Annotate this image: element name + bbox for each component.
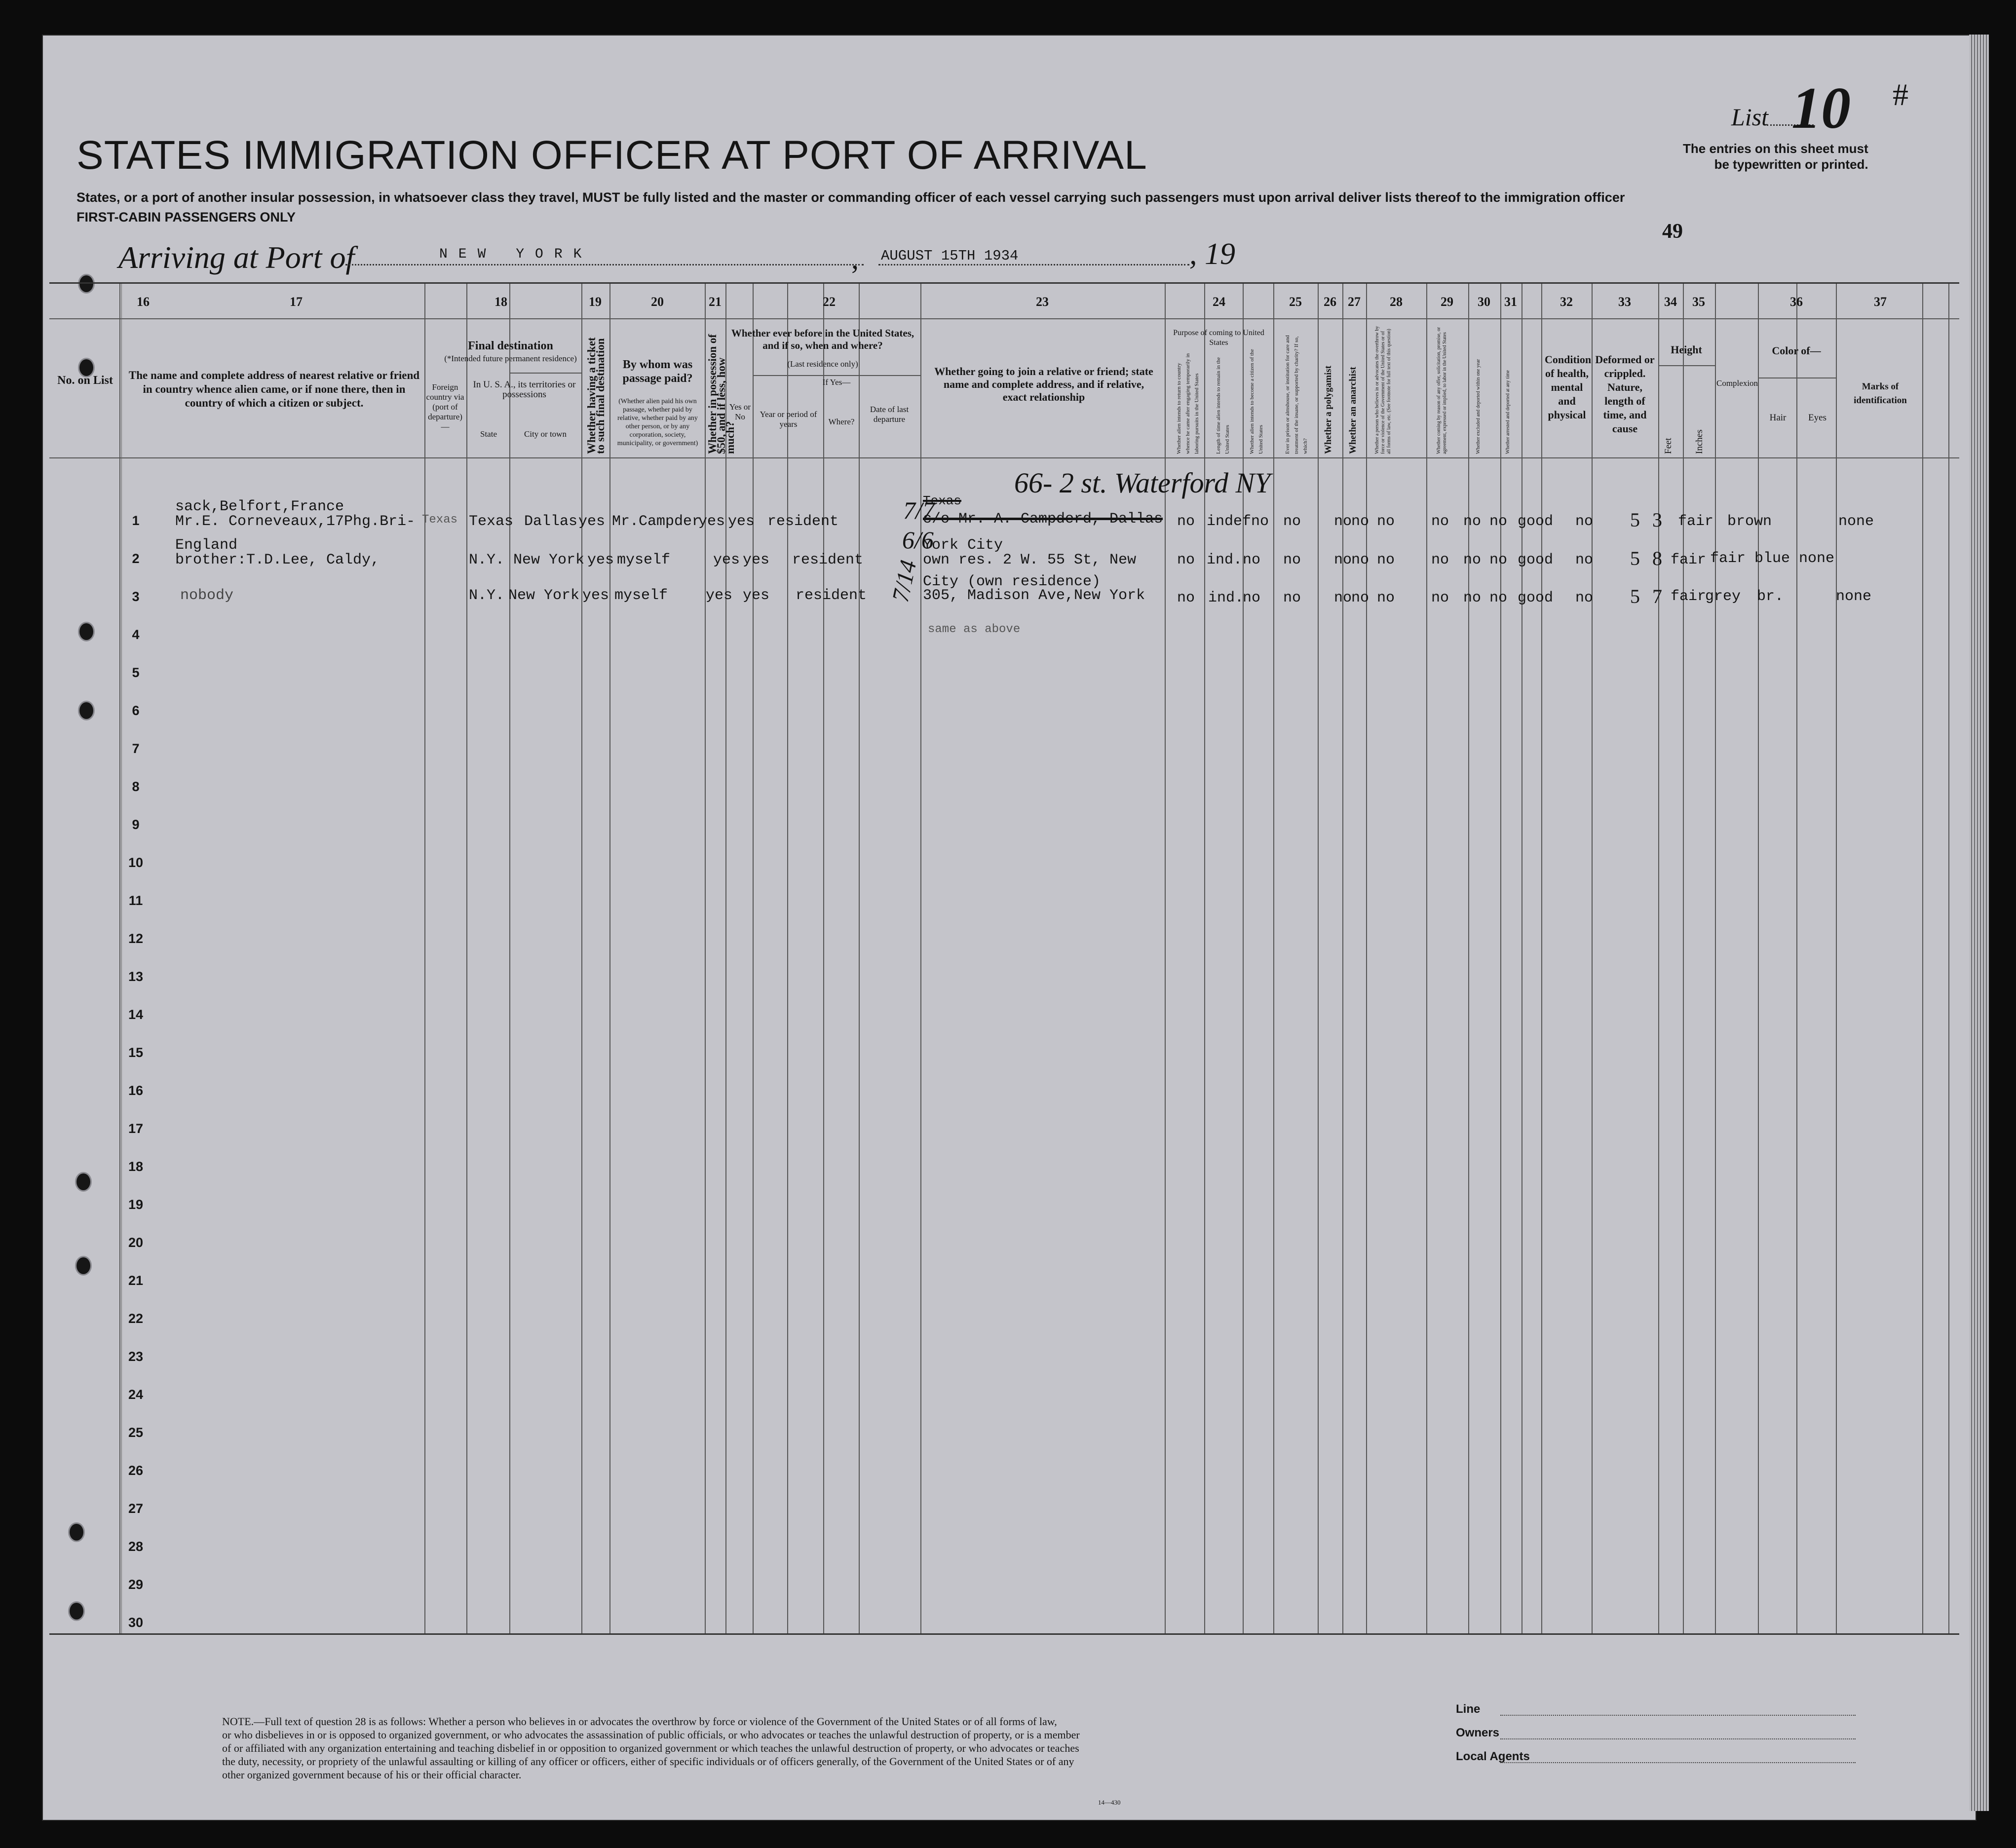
row-number: 5 — [132, 665, 140, 680]
row-number: 4 — [132, 627, 140, 642]
row3-q28: no — [1377, 590, 1395, 606]
col-number: 37 — [1874, 295, 1887, 309]
row-number: 1 — [132, 513, 140, 528]
row3-yesno: yes — [743, 587, 770, 604]
col-number: 34 — [1664, 295, 1677, 309]
row2-join: own res. 2 W. 55 St, New — [923, 552, 1137, 568]
hash-mark: # — [1893, 77, 1908, 112]
col-number: 35 — [1692, 295, 1705, 309]
row2-q31: no — [1489, 552, 1508, 568]
row3-deformed: no — [1575, 590, 1594, 606]
row-number: 16 — [128, 1083, 144, 1098]
col-feet: Feet — [1663, 438, 1674, 454]
row2-complexion: fair — [1671, 552, 1707, 568]
row-number: 9 — [132, 817, 140, 832]
row3-relative: nobody — [180, 587, 234, 604]
col-number: 24 — [1213, 295, 1225, 309]
row2-marks: none — [1799, 550, 1835, 567]
row-number: 19 — [128, 1197, 144, 1212]
row1-city: Dallas — [524, 513, 578, 530]
row3-q30: no — [1463, 590, 1482, 606]
col-number: 16 — [137, 295, 150, 309]
row2-inches: 8 — [1652, 547, 1662, 569]
col-where: Where? — [828, 417, 855, 426]
line-label: Line — [1456, 1702, 1481, 1716]
arriving-label: Arriving at Port of — [118, 240, 355, 275]
class-line: FIRST-CABIN PASSENGERS ONLY — [76, 210, 296, 225]
row3-hair: grey — [1705, 588, 1741, 605]
col-number: 18 — [494, 295, 507, 309]
row-number: 3 — [132, 589, 140, 604]
col-purpose-return: Whether alien intends to return to country whence he came after engaging temporarily in laboring pursuits in the United States — [1176, 353, 1200, 454]
manifest-table — [49, 282, 1959, 1635]
row1-paid-by: Mr.Campder — [612, 513, 701, 530]
row3-paid-by: myself — [614, 587, 668, 604]
row1-ticket: yes — [578, 513, 606, 530]
row3-prison: no — [1283, 590, 1301, 606]
header-bottom-rule — [49, 457, 1959, 458]
row3-q31: no — [1489, 590, 1508, 606]
row3-city: New York — [508, 587, 580, 604]
row-number: 18 — [128, 1159, 144, 1174]
row2-state: N.Y. — [469, 552, 505, 568]
row-number: 6 — [132, 703, 140, 718]
row2-anarchist: no — [1351, 552, 1369, 568]
col-number: 26 — [1324, 295, 1336, 309]
col-number: 28 — [1390, 295, 1403, 309]
row-number: 24 — [128, 1387, 144, 1402]
col-yes-no: Yes or No — [729, 402, 751, 421]
row3-marks: none — [1836, 588, 1872, 605]
row2-city: New York — [513, 552, 585, 568]
row2-join-line-a: York City — [923, 537, 1003, 554]
form-title: STATES IMMIGRATION OFFICER AT PORT OF ARRIVAL — [76, 133, 1147, 178]
col-number: 32 — [1560, 295, 1573, 309]
row1-q30: no — [1463, 513, 1482, 530]
row3-health: good — [1518, 590, 1554, 606]
row3-eyes: br. — [1757, 588, 1784, 605]
col-passage-paid: By whom was passage paid? — [622, 358, 693, 385]
row3-year: resident — [796, 587, 867, 604]
col-number: 22 — [823, 295, 836, 309]
col-height: Height — [1671, 343, 1702, 356]
row1-hair: brown — [1727, 513, 1772, 530]
row3-return: no — [1177, 590, 1195, 606]
col-purpose: Purpose of coming to United States — [1173, 329, 1264, 347]
row-number: 12 — [128, 931, 144, 946]
row3-join: 305, Madison Ave,New York — [923, 587, 1145, 604]
row3-feet: 5 — [1630, 585, 1640, 607]
page-stack-edge — [1969, 35, 1989, 1811]
row1-deformed: no — [1575, 513, 1594, 530]
row1-relative-line-a: sack,Belfort,France — [175, 498, 344, 515]
col-relative-header: The name and complete address of nearest relative or friend in country whence alien came, or if none there, then in country of which a citizen or subject. — [128, 369, 420, 409]
row3-join-line-b: same as above — [928, 623, 1021, 636]
col-q30: Whether excluded and deported within one year — [1476, 359, 1481, 454]
row1-polygamist: no — [1334, 513, 1352, 530]
col-color: Color of— — [1772, 344, 1821, 357]
row1-health: good — [1518, 513, 1554, 530]
col-number: 19 — [589, 295, 602, 309]
row2-eyes: blue — [1754, 550, 1790, 567]
col-prison: Ever in prison or almshouse, or institution for care and treatment of the insane, or supported by charity? If so, which? — [1285, 335, 1308, 454]
col-number: 29 — [1441, 295, 1453, 309]
col-ever-before-sub: (Last residence only) — [787, 359, 858, 369]
row1-foreign: Texas — [422, 513, 458, 527]
row3-polygamist: no — [1334, 590, 1352, 606]
row3-date-dep: 7/14 — [887, 558, 922, 604]
row-number: 23 — [128, 1349, 144, 1364]
col-q28: Whether a person who believes in or advocates the overthrow by force or violence of the Government of the United States or of all forms of law, etc. (See footnote for full text of this question) — [1374, 326, 1392, 454]
row-number: 30 — [128, 1615, 144, 1630]
col-number: 27 — [1348, 295, 1361, 309]
row-number: 22 — [128, 1311, 144, 1326]
row1-join-handwritten: 66- 2 st. Waterford NY — [1014, 467, 1271, 499]
col-q29: Whether coming by reason of any offer, solicitation, promise, or agreement, expressed or implied, to labor in the United States — [1436, 327, 1447, 454]
row2-yesno: yes — [743, 552, 770, 568]
row2-paid-by: myself — [617, 552, 671, 568]
row1-feet: 5 — [1630, 509, 1640, 531]
row1-relative: Mr.E. Corneveaux,17Phg.Bri- — [175, 513, 416, 530]
col-marks: Marks of identification — [1854, 381, 1907, 406]
list-number: 10 — [1791, 75, 1851, 141]
row2-ticket: yes — [587, 552, 614, 568]
col-fifty-dollars: Whether in possession of $50, and if less, how much? — [706, 334, 736, 454]
col-in-usa: In U. S. A., its territories or possessions — [473, 379, 576, 400]
agents-label: Local Agents — [1456, 1750, 1530, 1763]
row2-return: no — [1177, 552, 1195, 568]
col-number: 25 — [1289, 295, 1302, 309]
row-number: 13 — [128, 969, 144, 984]
row3-fifty: yes — [706, 587, 733, 604]
row-number: 11 — [128, 893, 143, 908]
row1-inches: 3 — [1652, 509, 1662, 531]
row-number: 20 — [128, 1235, 144, 1250]
col-date-departure: Date of last departure — [870, 405, 909, 424]
row1-yesno: yes — [728, 513, 755, 530]
row-number: 27 — [128, 1501, 144, 1516]
year-prefix: , 19 — [1189, 237, 1235, 271]
port-value: NEW YORK — [439, 247, 593, 262]
row1-complexion: fair — [1678, 513, 1714, 530]
row1-q29: no — [1431, 513, 1449, 530]
row-number: 10 — [128, 855, 144, 870]
row1-return: no — [1177, 513, 1195, 530]
row2-citizen: no — [1243, 552, 1261, 568]
col-health: Condition of health, mental and physical — [1545, 353, 1592, 421]
row1-q28: no — [1377, 513, 1395, 530]
row1-length: indef — [1207, 513, 1252, 530]
row1-year: resident — [767, 513, 839, 530]
row1-date-dep: 7/7 — [903, 496, 935, 524]
col-hair: Hair — [1769, 413, 1787, 423]
row2-hair: fair — [1710, 550, 1746, 567]
arrival-date: AUGUST 15TH 1934 — [881, 248, 1019, 264]
row-number: 29 — [128, 1577, 144, 1592]
row-number: 17 — [128, 1121, 144, 1136]
header-rule — [49, 318, 1959, 319]
col-city: City or town — [524, 429, 567, 439]
col-inches: Inches — [1694, 429, 1705, 454]
typewritten-note: The entries on this sheet must be typewritten or printed. — [1683, 141, 1868, 172]
col-purpose-citizen: Whether alien intends to become a citizen of the United States — [1249, 349, 1264, 454]
date-dotted-line — [878, 264, 1189, 265]
col-state: State — [480, 429, 497, 439]
col-number: 17 — [290, 295, 303, 309]
row1-prison: no — [1283, 513, 1301, 530]
col-number: 30 — [1478, 295, 1490, 309]
row-number: 8 — [132, 779, 140, 794]
row-number: 26 — [128, 1463, 144, 1478]
row3-state: N.Y. — [469, 587, 505, 604]
row1-q31: no — [1489, 513, 1508, 530]
list-label: List — [1731, 103, 1769, 131]
owners-dots — [1500, 1738, 1856, 1739]
row2-relative: brother:T.D.Lee, Caldy, — [175, 552, 380, 568]
col-number: 33 — [1618, 295, 1631, 309]
col-anarchist: Whether an anarchist — [1348, 367, 1358, 454]
row2-polygamist: no — [1334, 552, 1352, 568]
row-number: 21 — [128, 1273, 144, 1288]
col-ticket: Whether having a ticket to such final destination — [585, 337, 607, 454]
row2-deformed: no — [1575, 552, 1594, 568]
col-no-on-list: No. on List — [57, 374, 113, 387]
row2-q29: no — [1431, 552, 1449, 568]
row2-date-dep: 6/6 — [902, 526, 934, 554]
col-final-destination: Final destination — [468, 339, 553, 352]
row-number: 2 — [132, 551, 140, 566]
row3-citizen: no — [1243, 590, 1261, 606]
col-number: 20 — [651, 295, 664, 309]
row-number: 28 — [128, 1539, 144, 1554]
col-q31: Whether arrested and deported at any time — [1505, 370, 1511, 454]
row-number: 14 — [128, 1007, 144, 1022]
row3-anarchist: no — [1351, 590, 1369, 606]
col-ever-before: Whether ever before in the United States, and if so, when and where? — [731, 327, 914, 351]
col-passage-paid-sub: (Whether alien paid his own passage, whether paid by relative, whether paid by any other person, or by any corporation, society, municipality, or government) — [617, 398, 698, 447]
col-year: Year or period of years — [760, 410, 817, 429]
row2-relative-line-a: England — [175, 537, 238, 554]
row2-q30: no — [1463, 552, 1482, 568]
row1-fifty: yes — [698, 513, 725, 530]
col-if-yes: If Yes— — [822, 377, 851, 387]
row1-join-struck-2: c/o Mr. A. Campderd, Dallas — [923, 511, 1163, 528]
form-code: 14—430 — [1098, 1799, 1121, 1806]
row3-complexion: fair — [1671, 588, 1707, 605]
row3-q29: no — [1431, 590, 1449, 606]
row2-year: resident — [792, 552, 864, 568]
col-foreign-country: Foreign country via (port of departure)— — [426, 382, 464, 431]
col-complexion: Complexion — [1716, 378, 1758, 388]
col-number: 31 — [1504, 295, 1517, 309]
row-number: 25 — [128, 1425, 144, 1440]
row-number: 7 — [132, 741, 140, 756]
col-eyes: Eyes — [1808, 413, 1826, 423]
row2-prison: no — [1283, 552, 1301, 568]
col-final-destination-sub: (*Intended future permanent residence) — [444, 354, 577, 363]
row2-fifty: yes — [713, 552, 740, 568]
row3-join-line-a: City (own residence) — [923, 573, 1101, 590]
row2-health: good — [1518, 552, 1554, 568]
col-purpose-length: Length of time alien intends to remain in the United States — [1216, 357, 1230, 454]
line-dots — [1500, 1715, 1856, 1716]
row2-feet: 5 — [1630, 547, 1640, 569]
col-number: 23 — [1036, 295, 1049, 309]
col-number: 36 — [1790, 295, 1803, 309]
col-deformed: Deformed or crippled. Nature, length of time, and cause — [1595, 353, 1655, 435]
row2-q28: no — [1377, 552, 1395, 568]
col-join-relative: Whether going to join a relative or friend; state name and complete address, and if relative, exact relationship — [934, 365, 1153, 403]
row2-length: ind. — [1207, 552, 1243, 568]
owners-label: Owners — [1456, 1726, 1500, 1739]
port-dotted-line — [345, 264, 864, 265]
row1-marks: none — [1838, 513, 1874, 530]
row3-ticket: yes — [582, 587, 609, 604]
instructions-text: States, or a port of another insular possession, in whatsoever class they travel, MUST be fully listed and the master or commanding officer of each vessel carrying such passengers must upon arrival deliver lists thereof to the immigration officer — [76, 190, 1625, 205]
number-49: 49 — [1662, 220, 1683, 243]
row3-length: ind. — [1208, 590, 1244, 606]
footnote: NOTE.—Full text of question 28 is as follows: Whether a person who believes in or advocates the overthrow by force or violence of the Government of the United States or of all forms of law, or who disbelieves in or is opposed to organized government, or who advocates the assassination of public officials, or who advocates or teaches the unlawful destruction of property, or is a member of or affiliated with any organization entertaining and teaching disbelief in or opposition to organized government or which teaches the unlawful destruction of property, or who advocates or teaches the duty, necessity, or propriety of the unlawful assaulting or killing of any officer or officers, either of specific individuals or of officers generally, of the Government of the United States or of any other organized government because of his or their official character. — [222, 1715, 1080, 1781]
row1-citizen: no — [1251, 513, 1269, 530]
row1-join-struck-1: Texas — [923, 493, 962, 508]
col-number: 21 — [709, 295, 722, 309]
row1-anarchist: no — [1351, 513, 1369, 530]
col-polygamist: Whether a polygamist — [1323, 365, 1333, 454]
comma: , — [851, 242, 859, 275]
row1-state: Texas — [469, 513, 514, 530]
row-number: 15 — [128, 1045, 144, 1060]
agents-dots — [1500, 1762, 1856, 1763]
row3-inches: 7 — [1652, 585, 1662, 607]
